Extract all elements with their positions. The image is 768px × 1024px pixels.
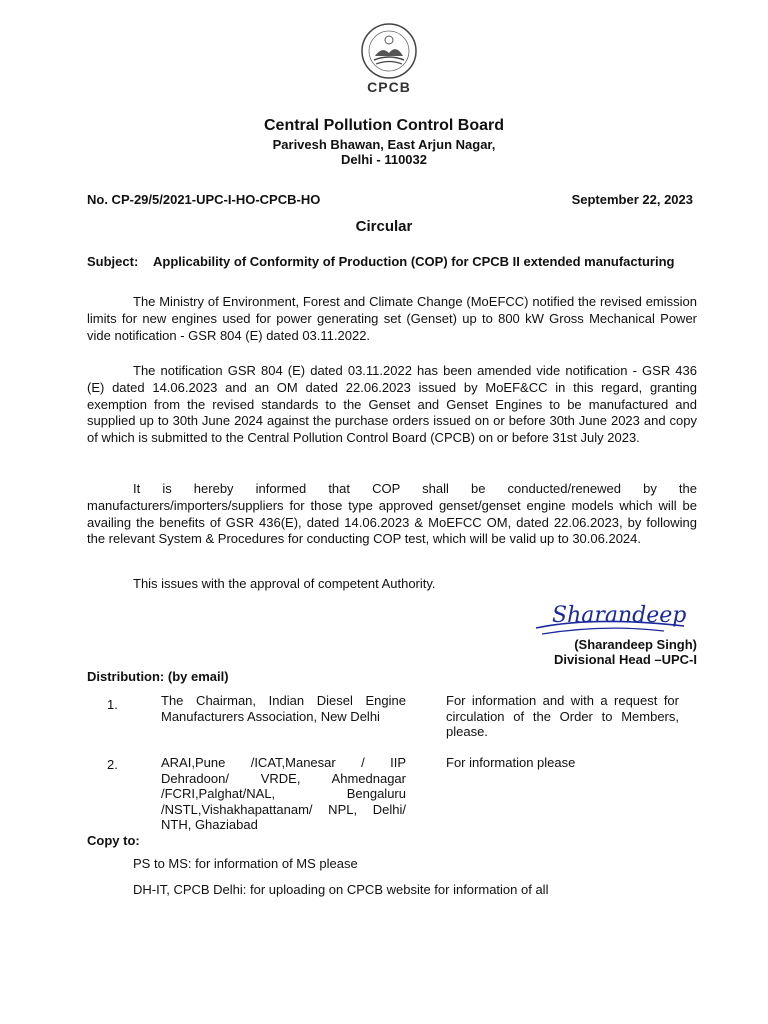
paragraph-2-text: The notification GSR 804 (E) dated 03.11.2022 has been amended vide notification - GSR 436 (E) dated 14.06.2023 and an OM dated 22.06.2023 issued by MoEF&CC in this regard, granting exemption from the revised standards to the Genset and Genset Engines to be manufactured and supplied up to 30th June 2024 against the purchase orders issued on or before 30th June 2023 and copy of which is submitted to the Central Pollution Control Board (CPCB) on or before 31st July 2023. (87, 363, 697, 446)
distribution-item-number: 1. (107, 697, 118, 712)
signatory-designation: Divisional Head –UPC-I (553, 652, 697, 667)
handwritten-signature (534, 596, 704, 640)
document-title: Circular (355, 218, 413, 235)
body-paragraph-4: This issues with the approval of competent Authority. (133, 576, 436, 591)
copy-to-item: DH-IT, CPCB Delhi: for uploading on CPCB website for information of all (133, 882, 549, 897)
distribution-item-number: 2. (107, 757, 118, 772)
distribution-purpose: For information and with a request for circulation of the Order to Members, please. (446, 693, 679, 739)
signature-text: Sharandeep (552, 603, 687, 628)
body-paragraph-2 (87, 363, 697, 447)
copy-to-item: PS to MS: for information of MS please (133, 856, 358, 871)
organization-name: Central Pollution Control Board (264, 117, 504, 134)
distribution-purpose: For information please (446, 755, 576, 770)
distribution-recipient: ARAI,Pune /ICAT,Manesar / IIP Dehradoon/ VRDE, Ahmednagar /FCRI,Palghat/NAL, Bengaluru /NSTL,Vishakhapattanam/ NPL, Delhi/ NTH, Ghaziabad (161, 755, 406, 832)
body-paragraph-3 (87, 481, 697, 548)
circular-date: September 22, 2023 (571, 192, 693, 207)
subject-label: Subject: (87, 254, 139, 269)
body-paragraph-1 (87, 294, 697, 344)
logo-wordmark: CPCB (367, 79, 411, 95)
distribution-heading: Distribution: (by email) (87, 669, 229, 684)
subject-text: Applicability of Conformity of Production (COP) for CPCB II extended manufacturing (153, 254, 675, 269)
paragraph-1-text: The Ministry of Environment, Forest and Climate Change (MoEFCC) notified the revised emission limits for new engines used for power generating set (Genset) up to 800 kW Gross Mechanical Power vide notification - GSR 804 (E) dated 03.11.2022. (87, 294, 697, 343)
paragraph-3-text: It is hereby informed that COP shall be conducted/renewed by the manufacturers/importers/suppliers for those type approved genset/genset engine models which will be availing the benefits of GSR 436(E), dated 14.06.2023 & MoEFCC OM, dated 22.06.2023, by following the relevant System & Procedures for conducting COP test, which will be valid up to 30.06.2024. (87, 481, 697, 547)
address-line-1: Parivesh Bhawan, East Arjun Nagar, (272, 137, 496, 152)
signatory-name: (Sharandeep Singh) (574, 637, 697, 652)
reference-number: No. CP-29/5/2021-UPC-I-HO-CPCB-HO (87, 192, 321, 207)
distribution-recipient: The Chairman, Indian Diesel Engine Manufacturers Association, New Delhi (161, 693, 406, 724)
copy-to-heading: Copy to: (87, 833, 140, 848)
address-line-2: Delhi - 110032 (341, 152, 427, 167)
